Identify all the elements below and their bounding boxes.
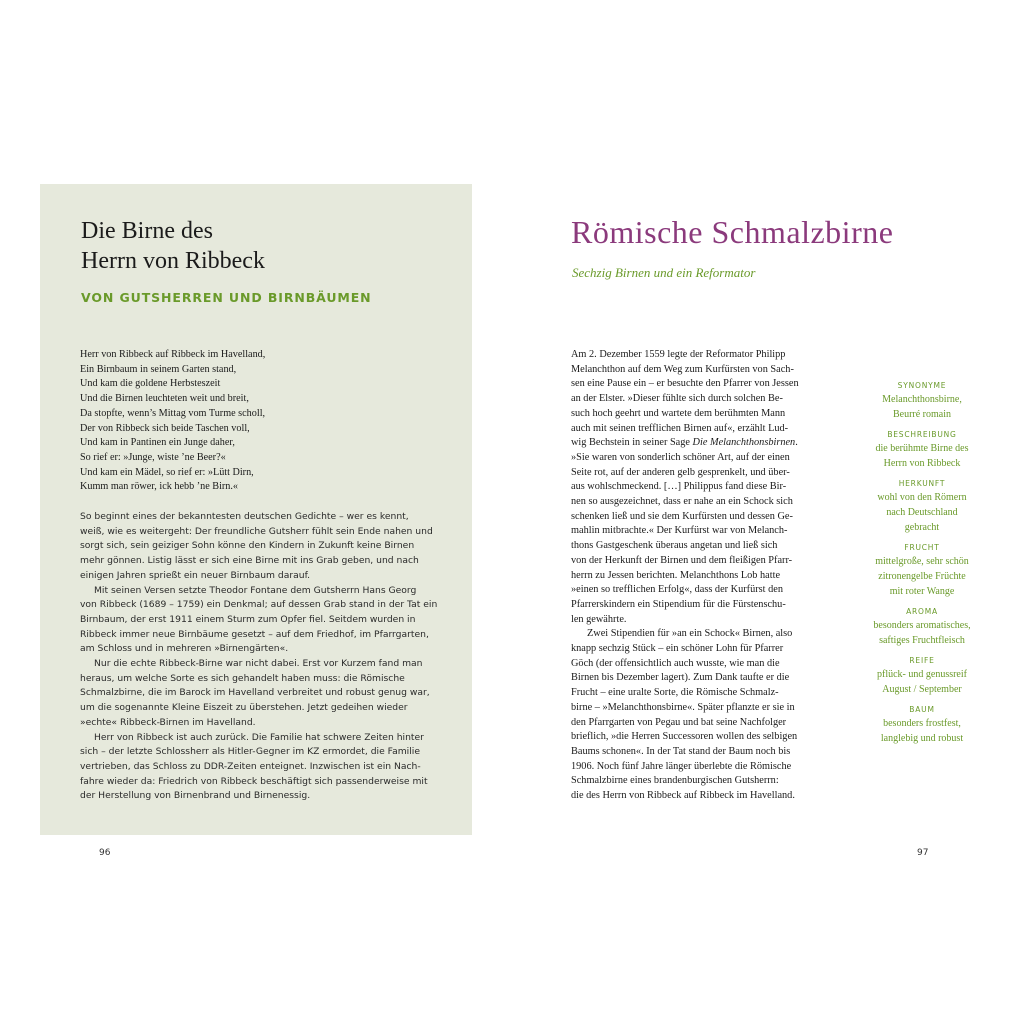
prose-line: der Herstellung von Birnenbrand und Birnenessig. — [80, 790, 311, 802]
left-page-subtitle: VON GUTSHERREN UND BIRNBÄUMEN — [81, 290, 372, 305]
sidebar-value: mittelgroße, sehr schön — [875, 556, 969, 567]
prose-line: mehr gönnen. Listig lässt er sich eine Birne mit ins Grab geben, und nach — [80, 555, 419, 567]
sidebar-label: FRUCHT — [904, 543, 940, 552]
prose-line: weiß, wie es weitergeht: Der freundliche Gutsherr fühlt sein Ende nahen und — [80, 525, 433, 537]
body-line: Baums schonen«. In der Tat stand der Baum noch bis — [571, 745, 791, 757]
poem-line: Und die Birnen leuchteten weit und breit, — [80, 393, 249, 405]
body-line: 1906. Noch fünf Jahre länger überlebte die Römische — [571, 760, 792, 772]
prose-line: von Ribbeck (1689 – 1759) ein Denkmal; auf dessen Grab stand in der Tat ein — [80, 599, 438, 611]
prose-line: heraus, um welche Sorte es sich gehandelt haben muss: die Römische — [80, 672, 405, 684]
sidebar-value: besonders frostfest, — [883, 718, 961, 729]
sidebar-item-reife — [852, 655, 992, 697]
sidebar-value: gebracht — [904, 522, 940, 533]
sidebar-value: Herrn von Ribbeck — [883, 458, 961, 469]
body-line: knapp sechzig Stück – ein schöner Lohn für Pfarrer — [571, 643, 784, 655]
poem — [80, 348, 450, 495]
body-line: Göch (der offensichtlich auch wusste, wie man die — [571, 657, 780, 669]
page-number-right: 97 — [917, 848, 929, 858]
body-line: den Pfarrgarten von Pegau und bat seine Nachfolger — [571, 716, 787, 728]
body-line: »Sie waren von sonderlich schöner Art, auf der einen — [571, 451, 790, 463]
prose-line: sorgt sich, sein geiziger Sohn könne den Kindern in Zukunft keine Birnen — [80, 540, 415, 552]
prose-text — [80, 510, 440, 804]
poem-line: Kumm man röwer, ick hebb ’ne Birn.« — [80, 481, 239, 493]
prose-line: einigen Jahren sprießt ein neuer Birnbaum darauf. — [80, 569, 311, 581]
body-line: Frucht – eine uralte Sorte, die Römische Schmalz- — [571, 687, 779, 699]
sidebar-label: BAUM — [909, 705, 935, 714]
body-line: »einen so trefflichen Erfolg«, dass der Kurfürst den — [571, 584, 783, 596]
prose-line: fahre wieder da: Friedrich von Ribbeck beschäftigt sich passenderweise mit — [80, 775, 428, 787]
body-line: Melanchthon auf dem Weg zum Kurfürsten von Sach- — [571, 363, 794, 375]
sidebar-value: Melanchthonsbirne, — [882, 394, 962, 405]
poem-line: Ein Birnbaum in seinem Garten stand, — [80, 363, 237, 375]
body-line: nen so ausgezeichnet, dass er nahe an ein Schock sich — [571, 496, 793, 508]
sidebar-label: BESCHREIBUNG — [887, 430, 957, 439]
body-line: auch mit seinen trefflichen Birnen auf«, erzählt Lud- — [571, 422, 789, 434]
sidebar-value: saftiges Fruchtfleisch — [879, 635, 965, 646]
sidebar-label: AROMA — [906, 607, 938, 616]
body-line: die des Herrn von Ribbeck auf Ribbeck im Havelland. — [571, 790, 795, 802]
body-line: Pfarrerskindern ein Stipendium für die Fürstenschu- — [571, 598, 786, 610]
body-line: aus wohlschmeckend. […] Philippus fand diese Bir- — [571, 481, 787, 493]
sidebar-label: SYNONYME — [897, 381, 947, 390]
poem-line: Herr von Ribbeck auf Ribbeck im Havelland, — [80, 349, 266, 360]
sidebar-value: wohl von den Römern — [877, 492, 967, 503]
left-title-line: Die Birne des — [81, 218, 213, 244]
sidebar-value: mit roter Wange — [889, 586, 955, 597]
sidebar-item-synonyme — [852, 380, 992, 422]
prose-line: »echte« Ribbeck-Birnen im Havelland. — [80, 716, 256, 728]
prose-line: Birnbaum, der erst 1911 einem Sturm zum Opfer fiel. Seitdem wurden in — [80, 613, 416, 625]
body-line: sen eine Pause ein – er besuchte den Pfarrer von Jessen — [571, 378, 799, 390]
poem-line: So rief er: »Junge, wiste ’ne Beer?« — [80, 451, 226, 463]
body-line: an der Elster. »Dieser fühlte sich durch solchen Be- — [571, 393, 783, 405]
sidebar-value: zitronengelbe Früchte — [878, 571, 966, 582]
body-line: Am 2. Dezember 1559 legte der Reformator Philipp — [571, 349, 786, 360]
body-line: schenken ließ und sie dem Kurfürsten und dessen Ge- — [571, 510, 793, 522]
prose-line: Nur die echte Ribbeck-Birne war nicht dabei. Erst vor Kurzem fand man — [94, 658, 423, 670]
prose-line: am Schloss und in mehreren »Birnengärten«. — [80, 643, 289, 655]
sidebar-value: nach Deutschland — [886, 507, 958, 518]
body-text — [571, 348, 833, 804]
body-line: Birnen bis Dezember lagert). Zum Dank taufte er die — [571, 672, 790, 684]
body-line: Schmalzbirne eines brandenburgischen Gutsherrn: — [571, 775, 779, 787]
poem-line: Und kam ein Mädel, so rief er: »Lütt Dirn, — [80, 466, 254, 478]
body-line: von der Herkunft der Birnen und dem fleißigen Pfarr- — [571, 554, 793, 566]
prose-line: Herr von Ribbeck ist auch zurück. Die Familie hat schwere Zeiten hinter — [94, 731, 424, 743]
poem-line: Da stopfte, wenn’s Mittag vom Turme scholl, — [80, 407, 266, 419]
sidebar-item-frucht — [852, 542, 992, 599]
prose-line: Schmalzbirne, die im Barock im Havelland verbreitet und robust genug war, — [80, 687, 430, 699]
page-number-left: 96 — [99, 848, 111, 858]
sidebar-item-aroma — [852, 606, 992, 648]
right-page-subtitle: Sechzig Birnen und ein Reformator — [572, 265, 756, 280]
body-line: brieflich, »die Herren Successoren wollen des selbigen — [571, 731, 798, 743]
body-line: herrn zu Jessen berichten. Melanchthons Lob hatte — [571, 569, 781, 581]
sidebar-value: Beurré romain — [892, 409, 952, 420]
body-line: len gewährte. — [571, 613, 627, 625]
body-line: birne – »Melanchthonsbirne«. Später pflanzte er sie in — [571, 701, 795, 713]
prose-line: So beginnt eines der bekanntesten deutschen Gedichte – wer es kennt, — [80, 511, 409, 522]
prose-line: sich – der letzte Schlossherr als Hitler-Gegner im KZ ermordet, die Familie — [80, 746, 420, 758]
right-page-title: Römische Schmalzbirne — [571, 214, 894, 250]
sidebar-value: besonders aromatisches, — [873, 620, 971, 631]
left-title-line: Herrn von Ribbeck — [81, 248, 265, 274]
body-line: such hoch geehrt und wartete dem berühmten Mann — [571, 407, 786, 419]
body-line: thons Gastgeschenk überaus angetan und ließ sich — [571, 540, 778, 552]
prose-line: Ribbeck immer neue Birnbäume gesetzt – auf dem Friedhof, im Pfarrgarten, — [80, 628, 429, 640]
body-line: Seite rot, auf der anderen gelb gesprenkelt, und über- — [571, 466, 790, 478]
sidebar-value: pflück- und genussreif — [877, 669, 967, 680]
left-page-title — [81, 216, 451, 276]
prose-line: um die sogenannte Kleine Eiszeit zu überstehen. Jetzt gedeihen wieder — [80, 702, 408, 714]
sidebar-label: HERKUNFT — [898, 479, 946, 488]
poem-line: Und kam die goldene Herbsteszeit — [80, 378, 221, 390]
poem-line: Und kam in Pantinen ein Junge daher, — [80, 437, 235, 449]
sidebar-label: REIFE — [909, 656, 935, 665]
body-line: wig Bechstein in seiner Sage Die Melanchthonsbirnen. — [571, 437, 798, 449]
poem-line: Der von Ribbeck sich beide Taschen voll, — [80, 422, 250, 434]
sidebar-item-baum — [852, 704, 992, 746]
body-line: Zwei Stipendien für »an ein Schock« Birnen, also — [587, 628, 793, 640]
prose-line: vertrieben, das Schloss zu DDR-Zeiten enteignet. Inzwischen ist ein Nach- — [80, 760, 421, 772]
sidebar-item-beschreibung — [852, 429, 992, 471]
sidebar-value: die berühmte Birne des — [875, 443, 969, 454]
prose-line: Mit seinen Versen setzte Theodor Fontane dem Gutsherrn Hans Georg — [94, 584, 417, 596]
sidebar-value: langlebig und robust — [880, 733, 964, 744]
body-line: mahlin mitbrachte.« Der Kurfürst war von Melanch- — [571, 525, 788, 537]
sidebar-item-herkunft — [852, 478, 992, 535]
sidebar-value: August / September — [882, 684, 962, 695]
variety-sidebar — [852, 380, 992, 753]
